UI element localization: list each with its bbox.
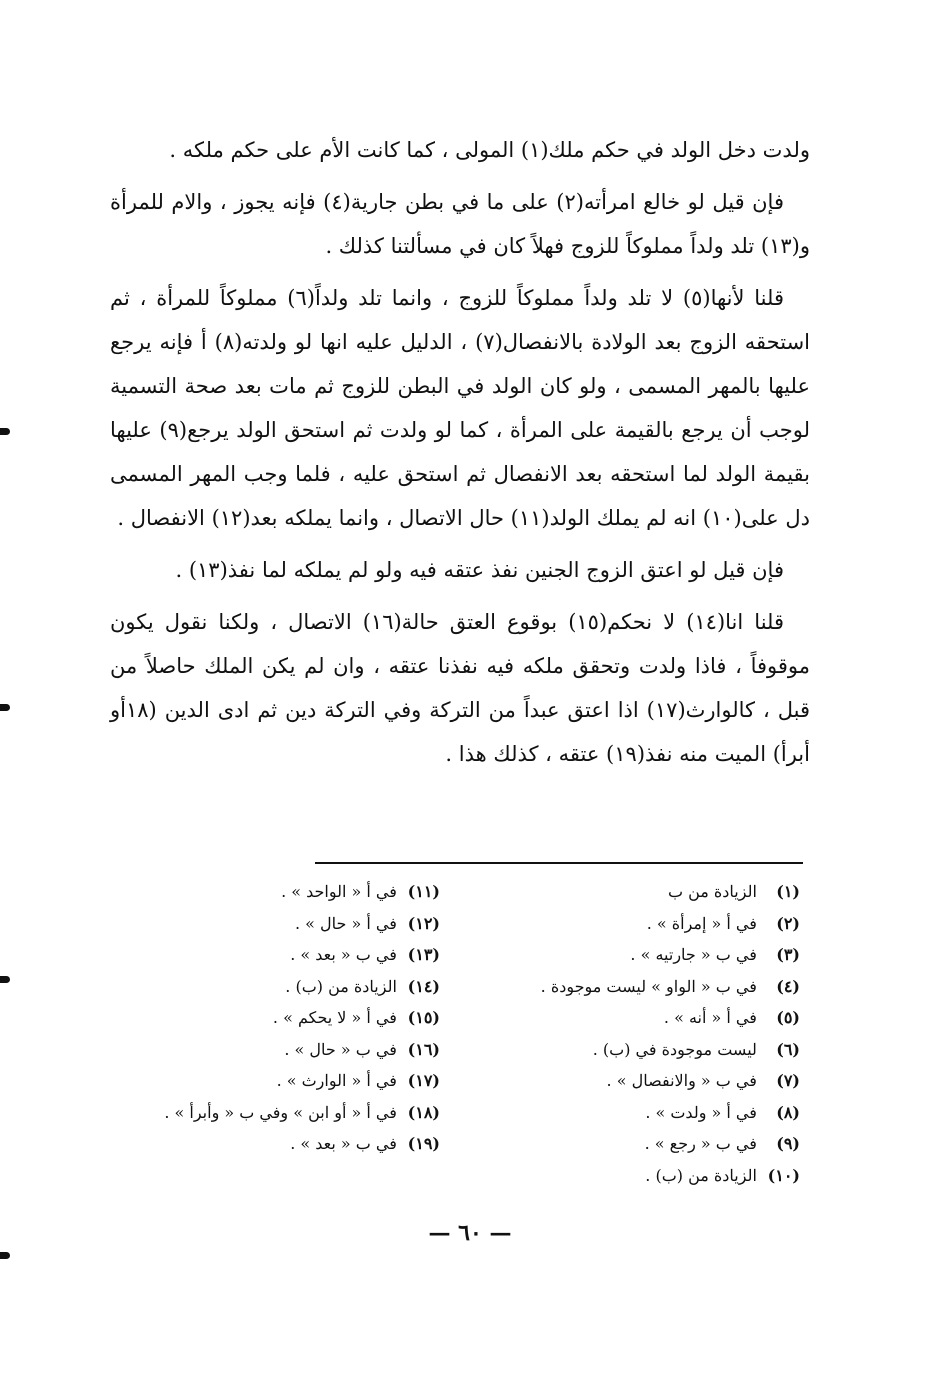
footnote-text: في ب « والانفصال » .: [606, 1071, 757, 1090]
footnote: [140, 1002, 440, 1034]
footnote: [140, 1065, 440, 1097]
footnote-text: الزيادة من (ب) .: [285, 976, 397, 996]
footnote-text: الزيادة من ب: [667, 882, 757, 901]
paragraph-3: قلنا لأنها(٥) لا تلد ولداً مملوكاً للزوج ، وانما تلد ولداً(٦) مملوكاً للمرأة ، ثم استحقه الزوج بعد الولادة بالانفصال(٧) ، الدليل عليه انها لو ولدته(٨) أ فإنه يرجع عليها بالمهر المسمى ، ولو كان الولد في البطن للزوج ثم مات بعد صحة التسمية لوجب أن يرجع بالقيمة على المرأة ، كما لو ولدت ثم استحق الولد يرجع(٩) عليها بقيمة الولد لما استحقه بعد الانفصال ثم استحق عليه ، فلما وجب المهر المسمى دل على(١٠) انه لم يملك الولد(١١) حال الاتصال ، وانما يملكه بعد(١٢) الانفصال .: [110, 286, 811, 530]
footnote: [140, 971, 440, 1003]
footnote-text: في أ « حال » .: [294, 913, 397, 933]
footnote: [500, 876, 800, 908]
footnote-number: (٨): [776, 1102, 800, 1122]
paragraph-4: فإن قيل لو اعتق الزوج الجنين نفذ عتقه فيه ولو لم يملكه لما نفذ(١٣) .: [175, 558, 784, 582]
footnote-text: في أ « أنه » .: [663, 1008, 757, 1027]
footnote: [500, 1097, 800, 1129]
footnote: [140, 908, 440, 940]
footnote: [500, 971, 800, 1003]
footnote: [500, 1002, 800, 1034]
footnote-text: في أ « ولدت » .: [645, 1102, 757, 1122]
scan-edge-mark: [0, 976, 10, 983]
footnote-text: في ب « جارتيه » .: [630, 945, 757, 964]
footnote-text: في ب « الواو » ليست موجودة .: [540, 976, 757, 996]
paragraph-1: ولدت دخل الولد في حكم ملك(١) المولى ، كما كانت الأم على حكم ملكه .: [169, 138, 810, 162]
footnote-number: (١٩): [407, 1134, 440, 1153]
footnote-number: (٤): [776, 976, 800, 996]
footnote-number: (١٧): [407, 1071, 440, 1090]
footnote-number: (٧): [776, 1071, 800, 1090]
footnote-number: (١٤): [407, 976, 440, 996]
footnote-text: في أ « إمرأة » .: [646, 913, 757, 933]
scan-edge-mark: [0, 428, 10, 435]
footnote: [500, 1034, 800, 1066]
footnote-number: (٦): [776, 1039, 800, 1059]
footnote-number: (١٦): [407, 1039, 440, 1059]
footnote-text: في أ « الوارث » .: [276, 1071, 397, 1090]
paragraph-5: قلنا انا(١٤) لا نحكم(١٥) بوقوع العتق حالة(١٦) الاتصال ، ولكنا نقول يكون موقوفاً ، فاذا ولدت وتحقق ملكه فيه نفذنا عتقه ، وان لم يكن الملك حاصلاً من قبل ، كالوارث(١٧) اذا اعتق عبداً من التركة وفي التركة دين ثم ادى الدين (١٨أو أبرأ) الميت منه نفذ(١٩) عتقه ، كذلك هذا .: [110, 610, 810, 766]
footnote-number: (١٨): [407, 1102, 440, 1122]
footnote-number: (٣): [776, 945, 800, 964]
footnotes-column-left: [140, 876, 440, 1160]
footnote: [500, 1160, 800, 1192]
footnote-text: ليست موجودة في (ب) .: [592, 1039, 757, 1059]
footnote-number: (١٠): [767, 1165, 800, 1185]
footnote-text: الزيادة من (ب) .: [645, 1165, 757, 1185]
footnote-number: (٥): [776, 1008, 800, 1027]
footnote-text: في ب « رجع » .: [644, 1134, 757, 1153]
footnote: [500, 939, 800, 971]
footnote: [500, 1065, 800, 1097]
footnote-number: (٩): [776, 1134, 800, 1153]
footnote-divider: [315, 862, 803, 864]
footnote: [140, 1097, 440, 1129]
page-number: — ٦٠ —: [428, 1220, 512, 1246]
footnote: [140, 1034, 440, 1066]
scan-edge-mark: [0, 1252, 10, 1259]
footnote: [500, 1128, 800, 1160]
main-text: [110, 128, 810, 784]
footnote-number: (١): [776, 882, 800, 901]
footnote: [140, 876, 440, 908]
footnote-number: (١٥): [407, 1008, 440, 1027]
footnote: [500, 908, 800, 940]
footnote-text: في ب « حال » .: [284, 1039, 397, 1059]
footnote-text: في أ « الواحد » .: [281, 882, 397, 901]
footnote: [140, 939, 440, 971]
footnote-text: في ب « بعد » .: [290, 1134, 397, 1153]
footnote: [140, 1128, 440, 1160]
footnote-number: (٢): [776, 913, 800, 933]
paragraph-2: فإن قيل لو خالع امرأته(٢) على ما في بطن جارية(٤) فإنه يجوز ، والام للمرأة و(١٣) تلد ولداً مملوكاً للزوج فهلاً كان في مسألتنا كذلك .: [110, 190, 810, 258]
footnote-number: (١٣): [407, 945, 440, 964]
footnote-text: في ب « بعد » .: [290, 945, 397, 964]
footnote-text: في أ « أو ابن » وفي ب « وأبرأ » .: [164, 1102, 397, 1122]
scan-edge-mark: [0, 704, 10, 711]
footnotes-column-right: [500, 876, 800, 1191]
footnote-number: (١١): [407, 882, 440, 901]
footnote-text: في أ « لا يحكم » .: [272, 1008, 397, 1027]
footnote-number: (١٢): [407, 913, 440, 933]
